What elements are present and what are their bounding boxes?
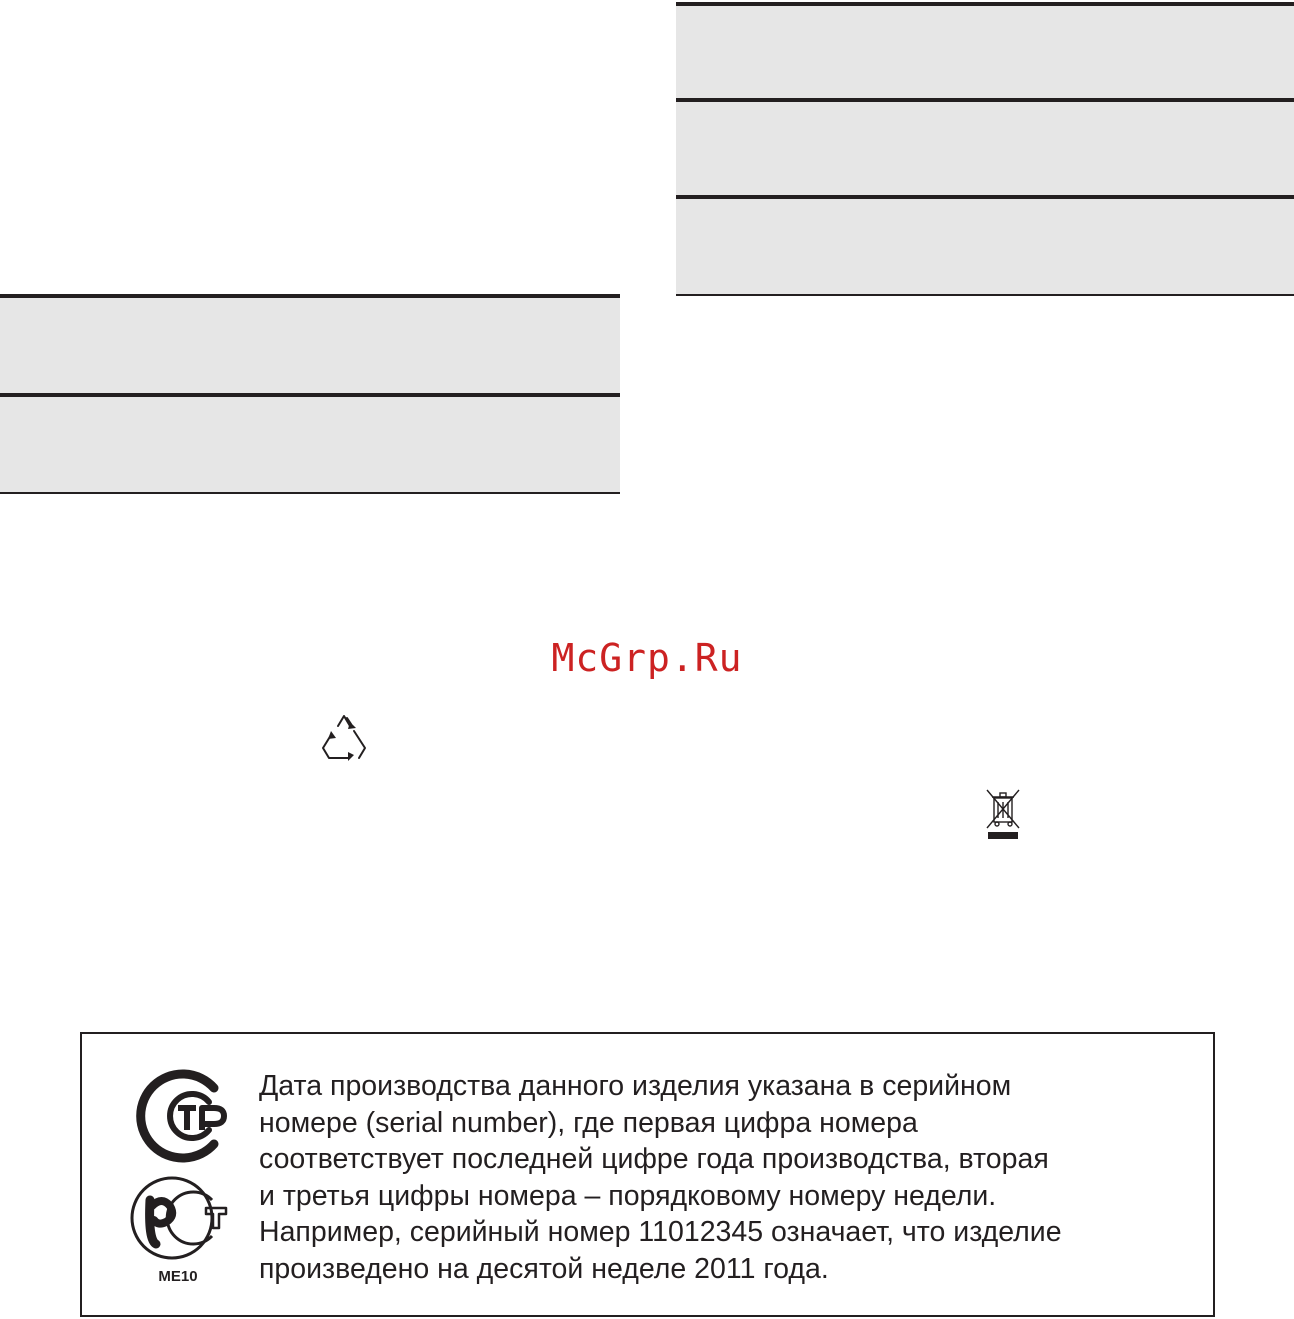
info-line: номере (serial number), где первая цифра номера	[259, 1106, 918, 1139]
right-table-row-2	[676, 98, 1294, 197]
crossed-out-wheelie-bin-icon	[984, 788, 1022, 840]
left-table-row-2	[0, 393, 620, 494]
info-line: Дата производства данного изделия указана в серийном	[259, 1070, 1012, 1102]
info-line: произведено на десятой неделе 2011 года.	[259, 1252, 829, 1285]
pct-certification-mark	[126, 1170, 230, 1266]
production-date-info-box	[80, 1032, 1215, 1317]
info-line: соответствует последней цифре года производства, вторая	[259, 1143, 1049, 1176]
recycle-icon	[318, 712, 370, 764]
info-line: и третья цифры номера – порядковому номеру недели.	[259, 1179, 997, 1212]
gost-tr-certification-mark	[126, 1068, 230, 1164]
production-date-text	[259, 1068, 1199, 1288]
certificate-code: ME10	[158, 1268, 198, 1285]
left-table-row-1	[0, 294, 620, 395]
watermark: McGrp.Ru	[551, 636, 743, 680]
info-line: Например, серийный номер 11012345 означает, что изделие	[259, 1216, 1062, 1249]
right-table-row-3	[676, 195, 1294, 296]
right-table-row-1	[676, 2, 1294, 100]
